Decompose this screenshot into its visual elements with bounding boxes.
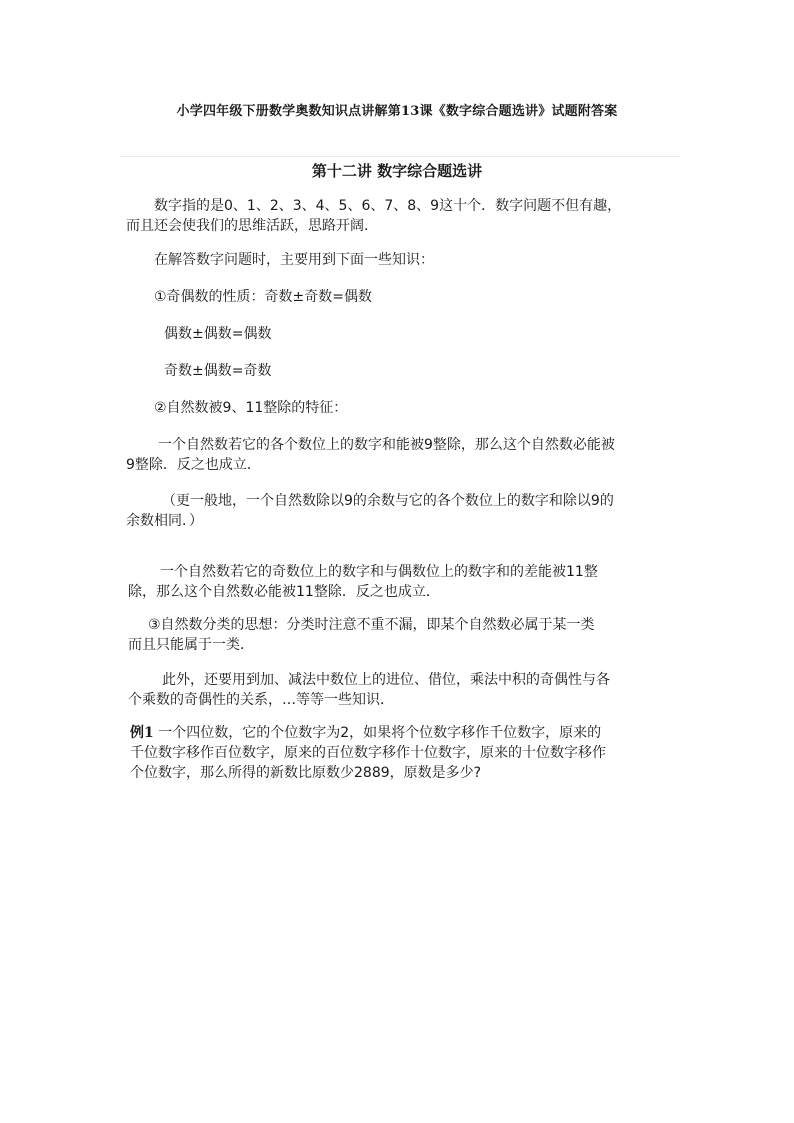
example-1-label: 例1 xyxy=(130,725,154,741)
example-1 xyxy=(130,723,606,783)
div9-note-paragraph xyxy=(126,491,614,531)
knowledge-intro: 在解答数字问题时，主要用到下面一些知识： xyxy=(154,252,434,268)
div11-line-1: 一个自然数若它的奇数位上的数字和与偶数位上的数字和的差能被11整 xyxy=(160,564,598,580)
intro-line-2: 而且还会使我们的思维活跃，思路开阔． xyxy=(126,218,378,234)
classification-line-1: ③自然数分类的思想：分类时注意不重不漏，即某个自然数必属于某一类 xyxy=(148,617,595,633)
parity-rule-2: 偶数±偶数=偶数 xyxy=(164,326,272,342)
div9-line-2: 9整除．反之也成立． xyxy=(126,457,261,473)
example-1-line-2: 千位数字移作百位数字，原来的百位数字移作十位数字，原来的十位数字移作 xyxy=(130,745,606,761)
parity-rule-1: ①奇偶数的性质：奇数±奇数=偶数 xyxy=(154,289,373,305)
lesson-title: 第十二讲 数字综合题选讲 xyxy=(311,162,483,180)
example-1-line-1 xyxy=(130,723,606,743)
intro-paragraph xyxy=(126,196,621,236)
other-knowledge-line-2: 个乘数的奇偶性的关系，…等等一些知识． xyxy=(128,692,394,708)
div9-paragraph xyxy=(126,435,615,475)
classification-paragraph xyxy=(128,615,595,655)
div9-line-1: 一个自然数若它的各个数位上的数字和能被9整除，那么这个自然数必能被 xyxy=(158,437,615,453)
document-title: 小学四年级下册数学奥数知识点讲解第13课《数字综合题选讲》试题附答案 xyxy=(176,104,618,119)
other-knowledge-line-1: 此外，还要用到加、减法中数位上的进位、借位，乘法中积的奇偶性与各 xyxy=(162,672,610,688)
div9-note-line-2: 余数相同．） xyxy=(126,513,203,529)
intro-line-1: 数字指的是0、1、2、3、4、5、6、7、8、9这十个．数字问题不但有趣， xyxy=(154,198,622,214)
example-1-line-3: 个位数字，那么所得的新数比原数少2889，原数是多少? xyxy=(130,765,482,781)
classification-line-2: 而且只能属于一类． xyxy=(128,637,254,653)
div9-note-line-1: （更一般地，一个自然数除以9的余数与它的各个数位上的数字和除以9的 xyxy=(162,493,614,509)
div11-line-2: 除，那么这个自然数必能被11整除．反之也成立． xyxy=(128,584,440,600)
divisibility-title: ②自然数被9、11整除的特征： xyxy=(154,400,348,416)
other-knowledge-paragraph xyxy=(128,670,610,710)
header-divider xyxy=(120,156,680,157)
div11-paragraph xyxy=(128,562,598,602)
example-1-text-1: 一个四位数，它的个位数字为2，如果将个位数字移作千位数字，原来的 xyxy=(158,725,602,741)
parity-rule-3: 奇数±偶数=奇数 xyxy=(164,363,272,379)
